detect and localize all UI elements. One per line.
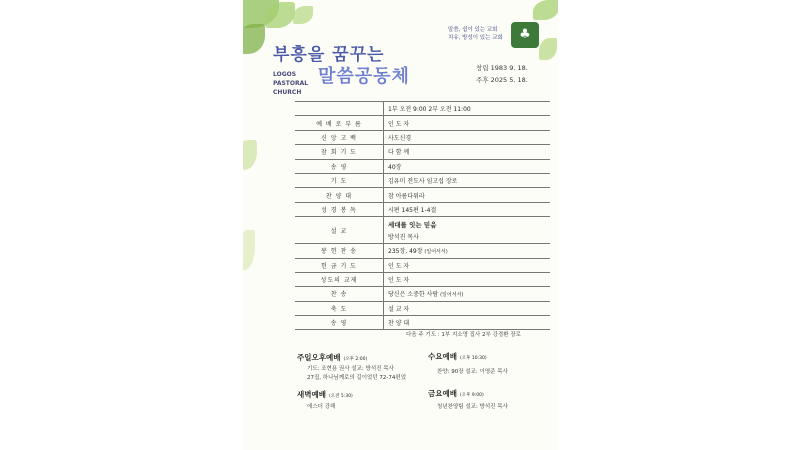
table-row: 성도의 교제 인 도 자 [295, 272, 550, 286]
church-motto: 말씀, 쉼이 있는 교회 치유, 방성이 있는 교회 [448, 27, 503, 41]
page-title-line1: 부흥을 꿈꾸는 [273, 45, 385, 65]
sermon-title: 세대를 잇는 믿음 [388, 220, 437, 229]
table-row: 봉 헌 찬 송 235장, 49장 (일어서서) [295, 244, 550, 258]
leaf-decoration [243, 24, 265, 54]
afternoon-service-details: 기도: 조현용 권사 설교: 방석진 목사 27집, 하나님께로의 길이었던 72-74편었 [307, 366, 407, 381]
church-name: LOGOS PASTORAL CHURCH [273, 71, 309, 96]
table-row: 찬 송 당신은 소중한 사람 (일어서서) [295, 287, 550, 301]
friday-service-title: 금요예배 (오후 9:00) [428, 389, 484, 398]
dawn-service-details: 에스더 강해 [307, 404, 336, 410]
next-week-prayer: 다음 주 기도 : 1부 지소영 집사 2부 강경환 장로 [406, 332, 521, 338]
dawn-service-title: 새벽예배 (오전 5:30) [297, 390, 353, 399]
page-title-line2: 말씀공동체 [318, 66, 410, 87]
table-row: 축 도 설 교 자 [295, 301, 550, 315]
founded-date: 창립 1983 9. 18. [476, 64, 528, 72]
leaf-decoration [265, 2, 295, 28]
sermon-row: 설 교 세대를 잇는 믿음 방석진 목사 [295, 217, 550, 244]
wednesday-service-details: 찬양: 90장 설교: 이영준 목사 [437, 369, 508, 375]
service-times: 1부 오전 9:00 2부 오전 11:00 [384, 102, 551, 116]
table-row: 성 경 봉 독 시편 145편 1-4절 [295, 202, 550, 216]
table-row: 예 배 로 부 름 인 도 자 [295, 116, 550, 130]
tree-logo-icon: ♣ [511, 22, 539, 48]
sermon-preacher: 방석진 목사 [388, 233, 419, 241]
leaf-decoration [539, 38, 557, 60]
table-row: 헌 금 기 도 인 도 자 [295, 258, 550, 272]
table-row [295, 102, 550, 116]
wednesday-service-title: 수요예배 (오후 10:30) [428, 352, 487, 361]
bulletin-page [243, 0, 558, 450]
table-row: 신 앙 고 백 사도신경 [295, 130, 550, 144]
week-date: 주후 2025 5. 18. [476, 76, 528, 84]
table-row: 기 도 김유미 전도사 임고섭 장로 [295, 173, 550, 187]
table-row: 송 영 40장 [295, 159, 550, 173]
worship-order-table [295, 101, 550, 330]
bulletin-dates [476, 62, 528, 86]
leaf-decoration [533, 0, 558, 20]
friday-service-details: 청년찬양팀 설교: 방석진 목사 [437, 404, 508, 410]
table-row: 참 회 기 도 다 함 께 [295, 145, 550, 159]
leaf-decoration [293, 6, 313, 24]
leaf-decoration [243, 230, 255, 270]
table-row: 송 영 찬 양 대 [295, 316, 550, 330]
table-row: 찬 양 대 참 아름다워라 [295, 188, 550, 202]
afternoon-service-title: 주일오후예배 (오후 2:00) [297, 353, 368, 362]
leaf-decoration [243, 140, 257, 170]
